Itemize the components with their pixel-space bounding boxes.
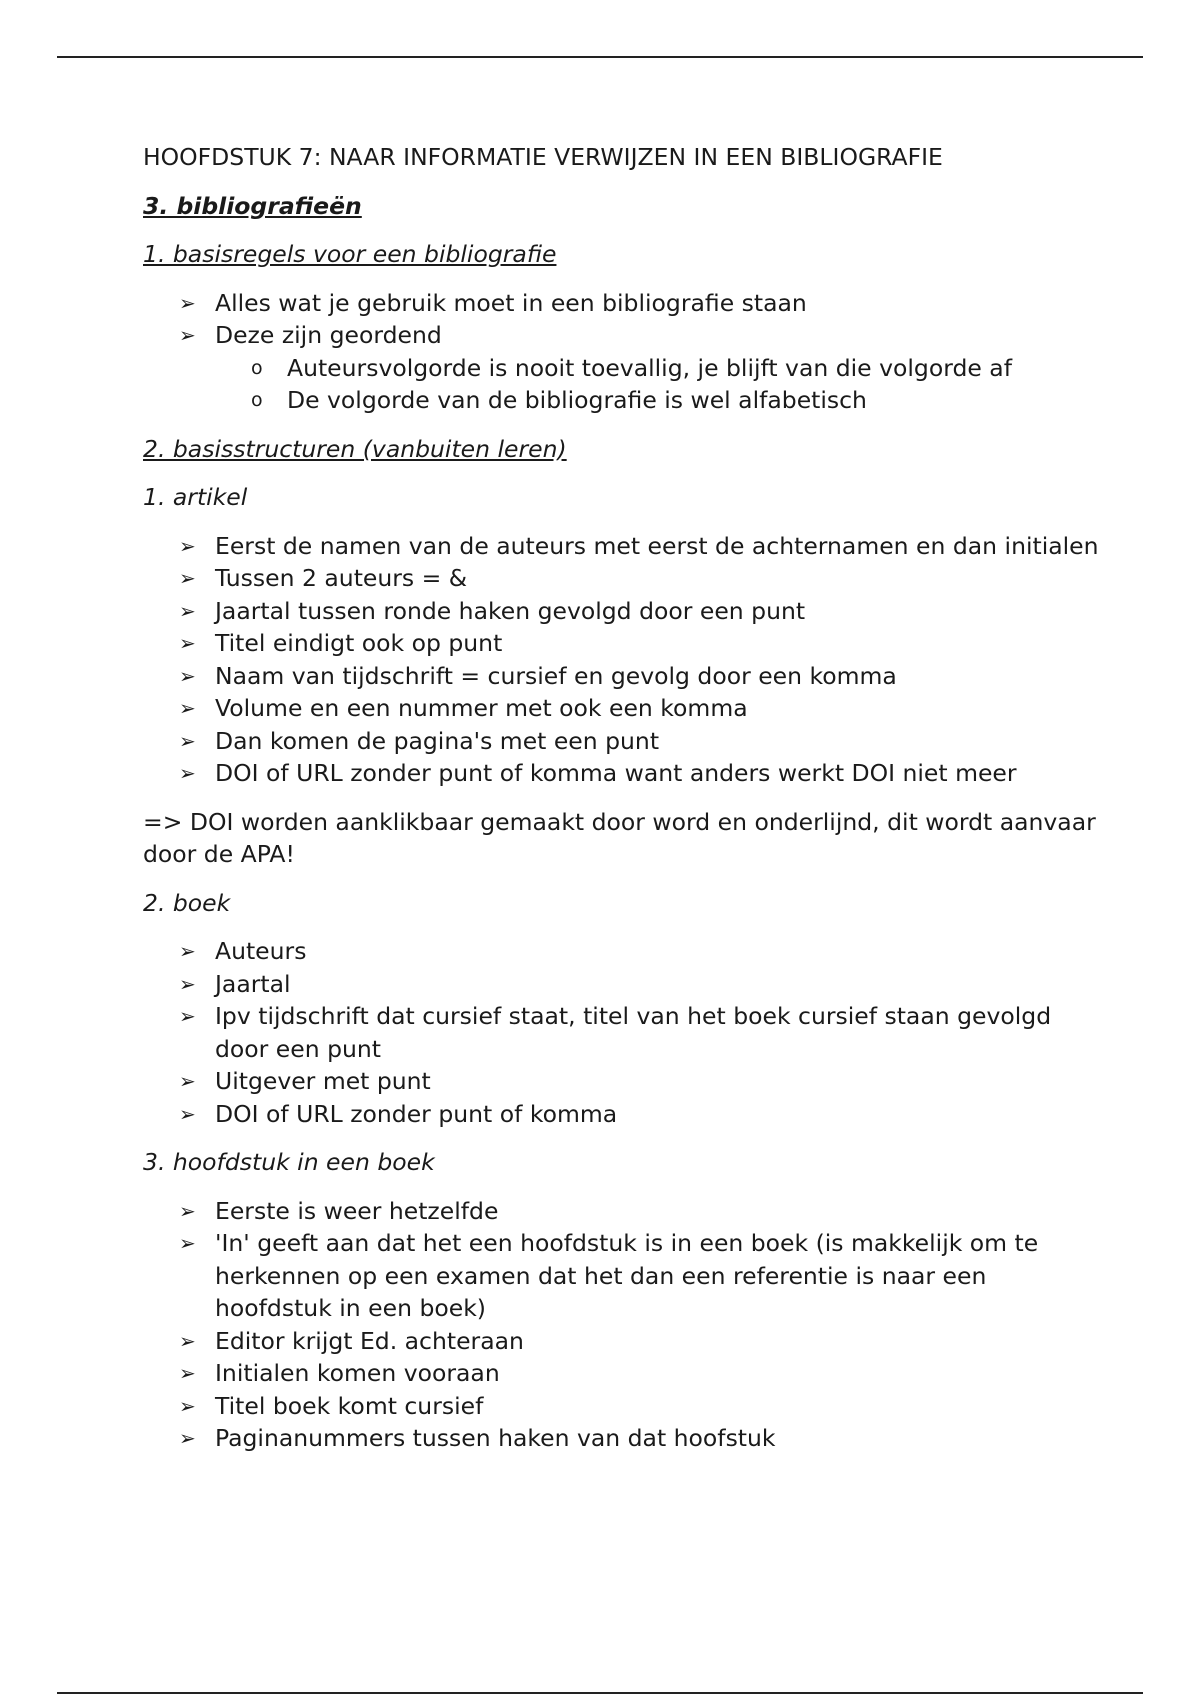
list-item <box>143 1390 1103 1423</box>
arrowhead-bullet-icon: ➢ <box>179 971 196 996</box>
list-item <box>143 595 1103 628</box>
arrowhead-bullet-icon: ➢ <box>179 663 196 688</box>
list-item-text: Paginanummers tussen haken van dat hoofstuk <box>215 1424 776 1452</box>
arrowhead-bullet-icon: ➢ <box>179 566 196 590</box>
page-top-rule <box>57 56 1143 58</box>
list-item-text: Jaartal tussen ronde haken gevolgd door een punt <box>215 596 806 625</box>
heading-hoofdstuk-in-boek: 3. hoofdstuk in een boek <box>143 1148 435 1176</box>
boek-list <box>143 935 1103 1130</box>
arrowhead-bullet-icon: ➢ <box>179 1393 196 1418</box>
list-item-text: Dan komen de pagina's met een punt <box>215 726 660 755</box>
chapter-title: HOOFDSTUK 7: NAAR INFORMATIE VERWIJZEN IN EEN BIBLIOGRAFIE <box>143 143 943 171</box>
nested-list-item <box>215 384 1103 417</box>
doi-note: => DOI worden aanklikbaar gemaakt door word en onderlijnd, dit wordt aanvaar door de APA! <box>143 807 1096 868</box>
arrowhead-bullet-icon: ➢ <box>179 533 196 558</box>
heading-boek: 2. boek <box>143 888 231 917</box>
list-item <box>143 968 1103 1001</box>
list-item-text: Eerste is weer hetzelfde <box>215 1196 499 1225</box>
arrowhead-bullet-icon: ➢ <box>179 323 196 347</box>
list-item <box>143 627 1103 660</box>
list-item-text: DOI of URL zonder punt of komma want anders werkt DOI niet meer <box>215 759 1017 787</box>
arrowhead-bullet-icon: ➢ <box>179 696 196 720</box>
document-body <box>143 141 1103 1471</box>
subsection-heading-basisregels: 1. basisregels voor een bibliografie <box>143 240 557 268</box>
list-item-text: Naam van tijdschrift = cursief en gevolg door een komma <box>215 661 897 690</box>
list-item <box>143 1357 1103 1390</box>
list-item <box>143 1422 1103 1455</box>
list-item-text: Tussen 2 auteurs = & <box>215 564 468 592</box>
arrowhead-bullet-icon: ➢ <box>179 631 196 655</box>
list-item <box>143 1195 1103 1228</box>
artikel-list <box>143 530 1103 790</box>
arrowhead-bullet-icon: ➢ <box>179 1004 196 1028</box>
circle-bullet-icon: o <box>251 389 263 411</box>
nested-list <box>215 352 1103 417</box>
arrowhead-bullet-icon: ➢ <box>179 1069 196 1093</box>
arrowhead-bullet-icon: ➢ <box>179 598 196 623</box>
list-item-text: Deze zijn geordend <box>215 321 442 349</box>
list-item-text: Eerst de namen van de auteurs met eerst de achternamen en dan initialen <box>215 531 1099 560</box>
arrowhead-bullet-icon: ➢ <box>179 1361 196 1385</box>
list-item <box>143 1325 1103 1358</box>
list-item <box>143 757 1103 790</box>
list-item <box>143 692 1103 725</box>
arrowhead-bullet-icon: ➢ <box>179 1426 196 1450</box>
arrowhead-bullet-icon: ➢ <box>179 939 196 963</box>
list-item-text: DOI of URL zonder punt of komma <box>215 1099 618 1128</box>
list-item <box>143 935 1103 968</box>
nested-list-item <box>215 352 1103 385</box>
list-item-text: Jaartal <box>215 969 291 998</box>
circle-bullet-icon: o <box>251 356 263 379</box>
list-item <box>143 725 1103 758</box>
list-item <box>143 660 1103 693</box>
list-item-text: Alles wat je gebruik moet in een bibliografie staan <box>215 288 807 317</box>
list-item <box>143 1065 1103 1098</box>
section-heading: 3. bibliografieën <box>143 191 362 220</box>
list-item <box>143 1000 1103 1065</box>
nested-item-text: Auteursvolgorde is nooit toevallig, je blijft van die volgorde af <box>287 353 1012 382</box>
hoofdstuk-list <box>143 1195 1103 1455</box>
arrowhead-bullet-icon: ➢ <box>179 1231 196 1255</box>
list-item-text: 'In' geeft aan dat het een hoofdstuk is in een boek (is makkelijk om te herkennen op een examen dat het dan een referentie is naar een hoofdstuk in een boek) <box>215 1229 1039 1322</box>
list-item-text: Titel boek komt cursief <box>215 1391 484 1420</box>
list-item <box>143 530 1103 563</box>
arrowhead-bullet-icon: ➢ <box>179 1328 196 1353</box>
list-item-text: Uitgever met punt <box>215 1067 431 1095</box>
arrowhead-bullet-icon: ➢ <box>179 728 196 753</box>
list-item <box>143 319 1103 417</box>
nested-item-text: De volgorde van de bibliografie is wel alfabetisch <box>287 386 867 414</box>
arrowhead-bullet-icon: ➢ <box>179 761 196 785</box>
list-item-text: Initialen komen vooraan <box>215 1359 500 1387</box>
list-item <box>143 1227 1103 1325</box>
arrowhead-bullet-icon: ➢ <box>179 1101 196 1126</box>
list-item-text: Auteurs <box>215 937 307 965</box>
list-item-text: Titel eindigt ook op punt <box>215 629 503 657</box>
basisregels-list <box>143 287 1103 417</box>
arrowhead-bullet-icon: ➢ <box>179 290 196 315</box>
arrowhead-bullet-icon: ➢ <box>179 1198 196 1223</box>
list-item <box>143 562 1103 595</box>
page-bottom-rule <box>57 1692 1143 1694</box>
heading-artikel: 1. artikel <box>143 483 248 511</box>
list-item-text: Ipv tijdschrift dat cursief staat, titel van het boek cursief staan gevolgd door een punt <box>215 1002 1052 1063</box>
list-item <box>143 1098 1103 1131</box>
list-item <box>143 287 1103 320</box>
list-item-text: Volume en een nummer met ook een komma <box>215 694 748 722</box>
list-item-text: Editor krijgt Ed. achteraan <box>215 1326 524 1355</box>
subsection-heading-basisstructuren: 2. basisstructuren (vanbuiten leren) <box>143 434 567 463</box>
